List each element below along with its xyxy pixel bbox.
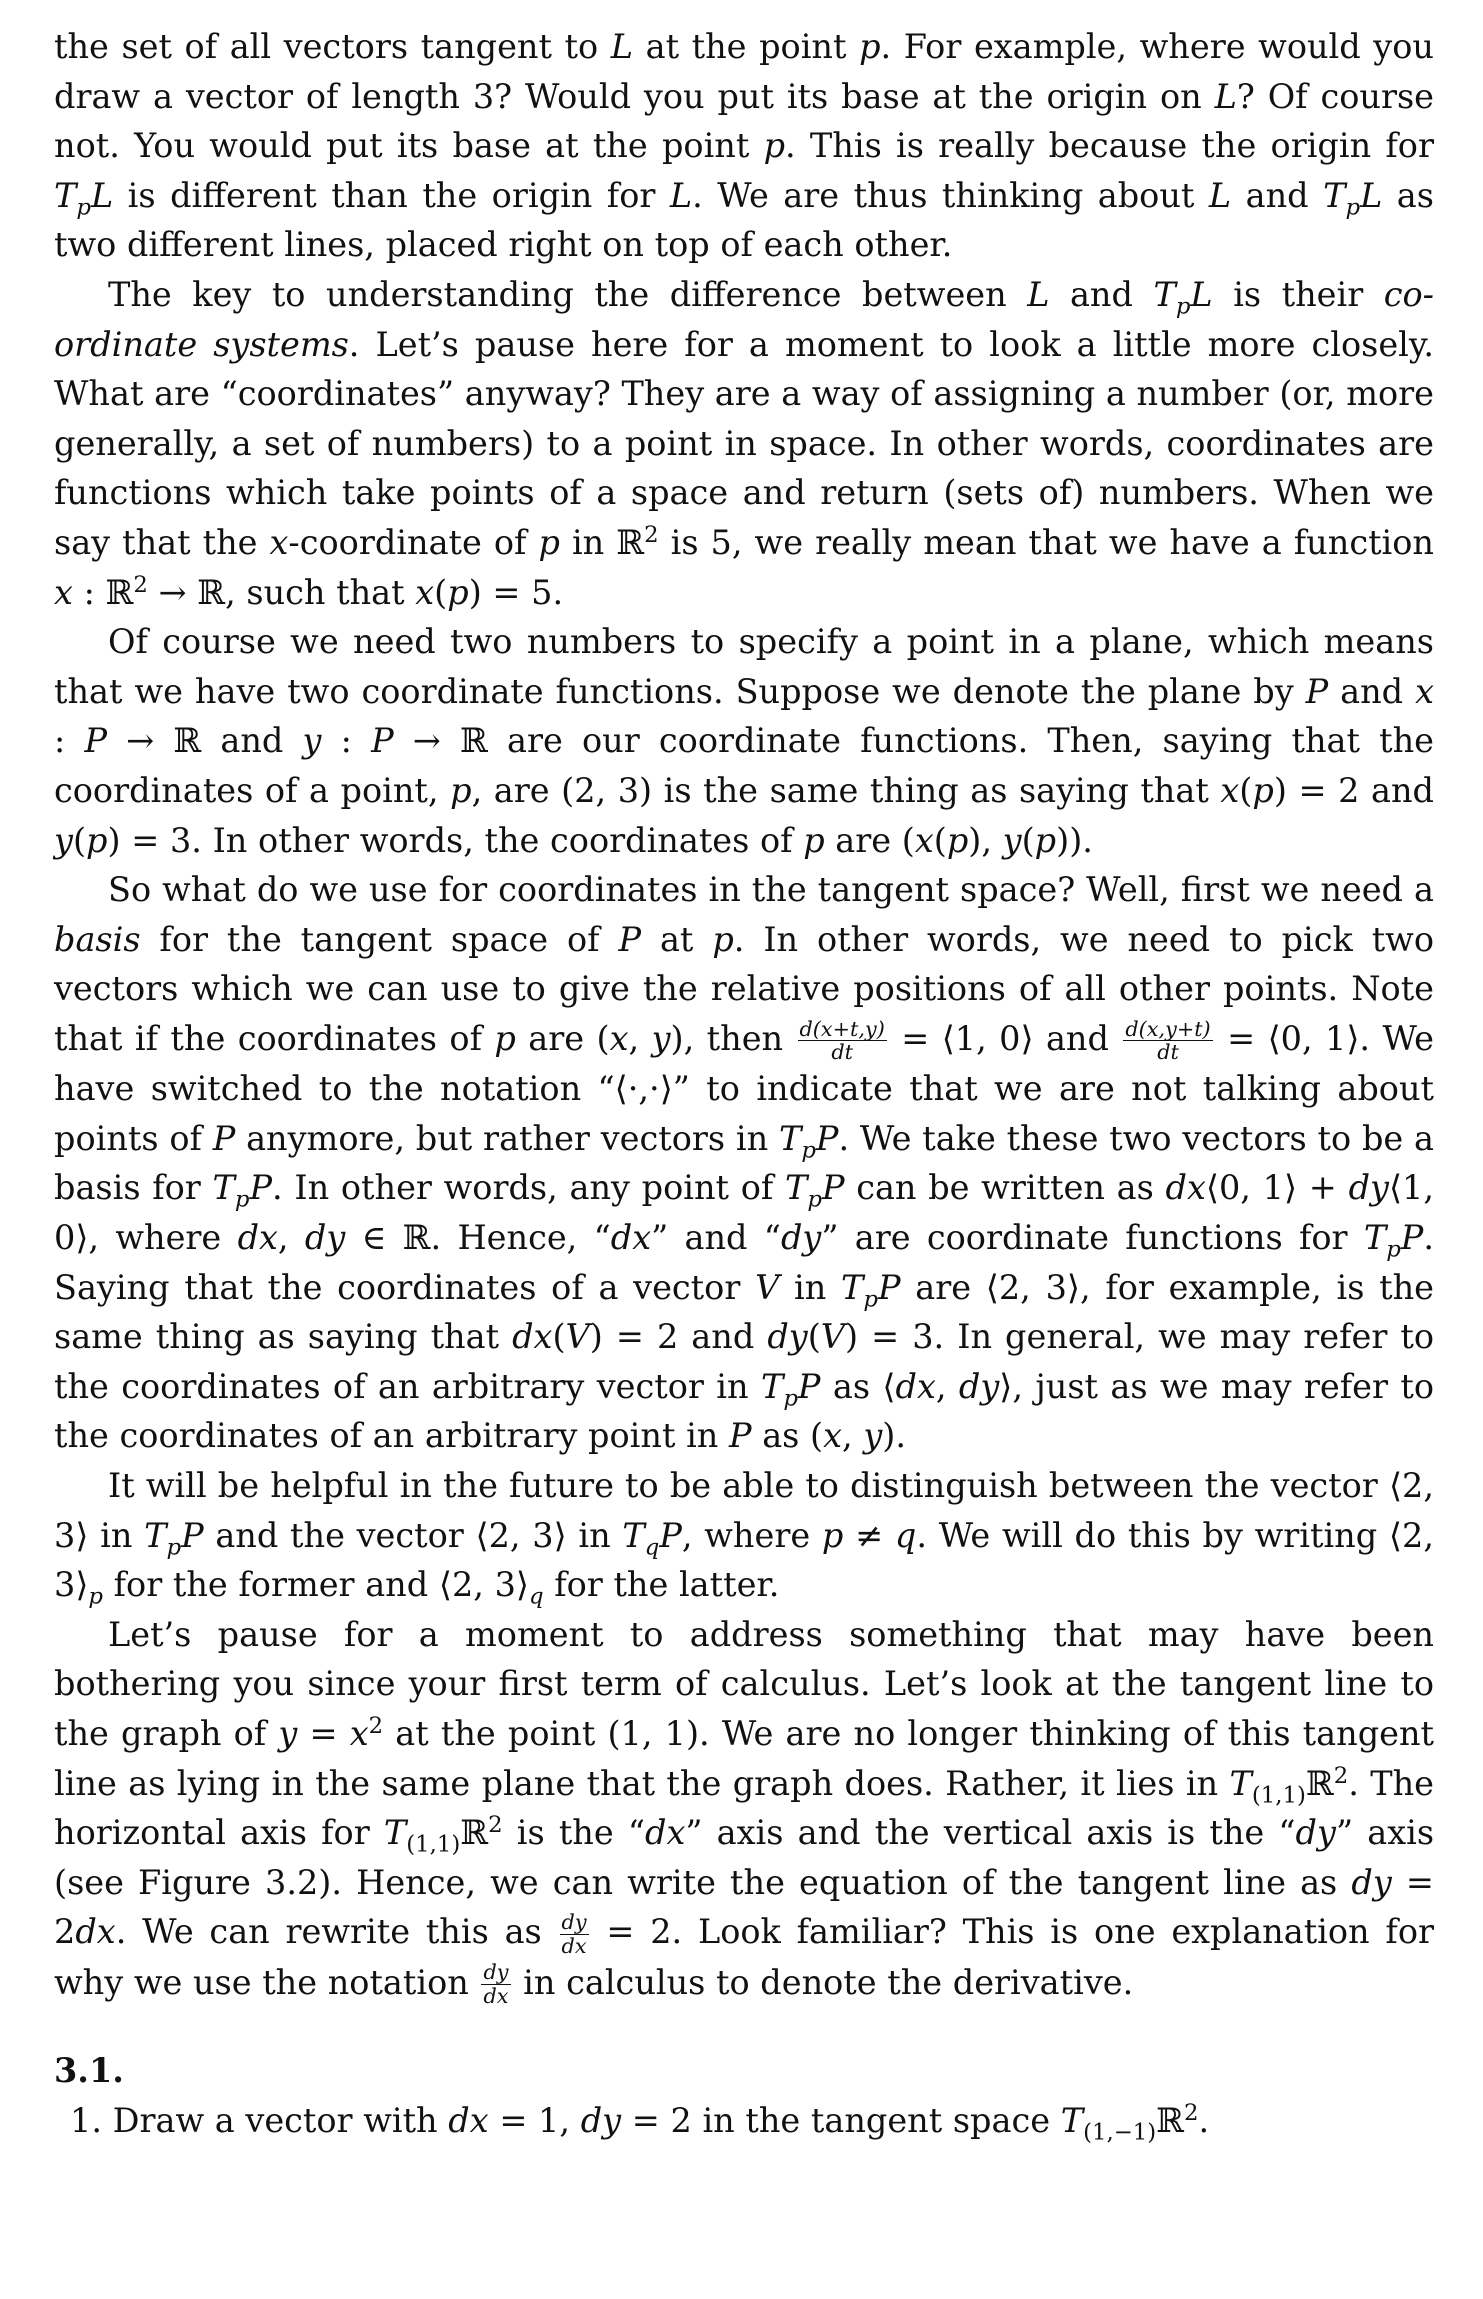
section-heading: 3.1. bbox=[54, 2051, 124, 2090]
paragraph-tangent-line-origin: the set of all vectors tangent to L at the point p. For example, where would you draw a vector of length 3? Would you put its base at the origin on L? Of course not. You would put its base at the point p. This is really because the origin for $T_pL$ is different than the origin for L. We are thus thinking about L and $T_pL$ as two different lines, placed right on top of each other. bbox=[54, 27, 1434, 265]
paragraph-vector-subscripts: It will be helpful in the future to be able to distinguish between the vector ⟨2, 3⟩ in $T_pP$ and the vector ⟨2, 3⟩ in $T_qP$, where p ≠ q. We will do this by writing ⟨2, $3⟩_p$ for the former and ⟨2, $3⟩_q$ for the latter. bbox=[54, 1465, 1434, 1610]
book-page bbox=[54, 22, 1434, 2145]
exercise-item-1: 1. Draw a vector with dx = 1, dy = 2 in the tangent space $T_{(1,-1)}ℝ^2$. bbox=[70, 2099, 1210, 2146]
paragraph-coordinate-systems: The key to understanding the difference between L and $T_pL$ is their co-ordinate systems. Let’s pause here for a moment to look a little more closely. What are “coordinates” anyway? They are a way of assigning a number (or, more generally, a set of numbers) to a point in space. In other words, coordinates are functions which take points of a space and return (sets of) numbers. When we say that the x-coordinate of p in ℝ$^2$ is 5, we really mean that we have a function x : ℝ$^2$ → ℝ, such that x(p) = 5. bbox=[54, 274, 1434, 612]
paragraph-coordinate-functions: Of course we need two numbers to specify a point in a plane, which means that we have two coordinate functions. Suppose we denote the plane by P and x : P → ℝ and y : P → ℝ are our coordinate functions. Then, saying that the coordinates of a point, p, are (2, 3) is the same thing as saying that x(p) = 2 and y(p) = 3. In other words, the coordinates of p are (x(p), y(p)). bbox=[54, 622, 1434, 860]
paragraph-tangent-space-basis: So what do we use for coordinates in the tangent space? Well, first we need a basis for the tangent space of P at p. In other words, we need to pick two vectors which we can use to give the relative positions of all other points. Note that if the coordinates of p are (x, y), then $\frac{d(x+t,y)}{dt}$ = ⟨1, 0⟩ and $\frac{d(x,y+t)}{dt}$ = ⟨0, 1⟩. We have switched to the notation “⟨·,·⟩” to indicate that we are not talking about points of P anymore, but rather vectors in $T_pP$. We take these two vectors to be a basis for $T_pP$. In other words, any point of $T_pP$ can be written as dx⟨0, 1⟩ + dy⟨1, 0⟩, where dx, dy ∈ ℝ. Hence, “dx” and “dy” are coordinate functions for $T_pP$. Saying that the coordinates of a vector V in $T_pP$ are ⟨2, 3⟩, for example, is the same thing as saying that dx(V) = 2 and dy(V) = 3. In general, we may refer to the coordinates of an arbitrary vector in $T_pP$ as ⟨dx, dy⟩, just as we may refer to the coordinates of an arbitrary point in P as (x, y). bbox=[54, 870, 1435, 1456]
paragraph-derivative-notation: Let’s pause for a moment to address something that may have been bothering you since your first term of calculus. Let’s look at the tangent line to the graph of $y = x^2$ at the point (1, 1). We are no longer thinking of this tangent line as lying in the same plane that the graph does. Rather, it lies in $T_{(1,1)}ℝ^2$. The horizontal axis for $T_{(1,1)}ℝ^2$ is the “dx” axis and the vertical axis is the “dy” axis (see Figure 3.2). Hence, we can write the equation of the tangent line as dy = 2dx. We can rewrite this as $\frac{dy}{dx}$ = 2. Look familiar? This is one explanation for why we use the notation $\frac{dy}{dx}$ in calculus to denote the derivative. bbox=[54, 1614, 1435, 2009]
